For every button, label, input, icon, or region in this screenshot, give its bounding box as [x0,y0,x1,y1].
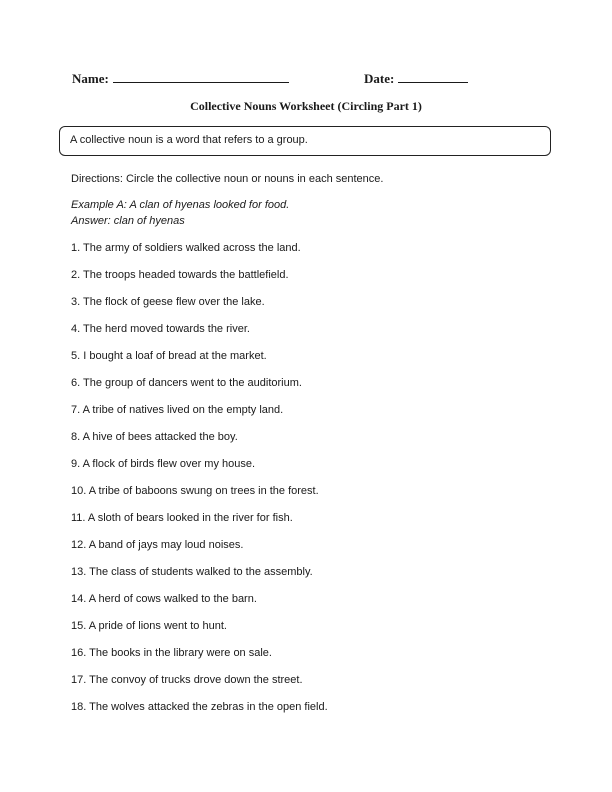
directions-text: Directions: Circle the collective noun or nouns in each sentence. [71,173,384,185]
example-answer: Answer: clan of hyenas [71,215,185,227]
question-item: 16. The books in the library were on sale. [71,647,272,659]
question-item: 12. A band of jays may loud noises. [71,539,244,551]
date-label: Date: [364,71,395,86]
date-field [364,70,468,87]
date-blank-line[interactable] [398,70,468,83]
name-blank-line[interactable] [113,70,289,83]
question-item: 3. The flock of geese flew over the lake. [71,296,265,308]
question-item: 7. A tribe of natives lived on the empty land. [71,404,284,416]
example-sentence: Example A: A clan of hyenas looked for food. [71,199,290,211]
worksheet-title: Collective Nouns Worksheet (Circling Part 1) [190,99,422,113]
question-item: 15. A pride of lions went to hunt. [71,620,227,632]
definition-box [59,126,551,156]
question-item: 4. The herd moved towards the river. [71,323,250,335]
question-item: 17. The convoy of trucks drove down the street. [71,674,303,686]
question-item: 2. The troops headed towards the battlefield. [71,269,289,281]
question-item: 18. The wolves attacked the zebras in the open field. [71,701,328,713]
question-item: 1. The army of soldiers walked across the land. [71,242,301,254]
question-item: 8. A hive of bees attacked the boy. [71,431,238,443]
name-field [72,70,289,87]
question-item: 6. The group of dancers went to the auditorium. [71,377,302,389]
question-item: 14. A herd of cows walked to the barn. [71,593,257,605]
definition-text: A collective noun is a word that refers to a group. [70,134,308,146]
question-item: 5. I bought a loaf of bread at the market. [71,350,267,362]
name-label: Name: [72,71,109,86]
question-item: 13. The class of students walked to the assembly. [71,566,313,578]
worksheet-header [72,70,472,88]
question-item: 11. A sloth of bears looked in the river for fish. [71,512,293,524]
question-item: 9. A flock of birds flew over my house. [71,458,256,470]
question-list [71,242,328,728]
question-item: 10. A tribe of baboons swung on trees in the forest. [71,485,319,497]
